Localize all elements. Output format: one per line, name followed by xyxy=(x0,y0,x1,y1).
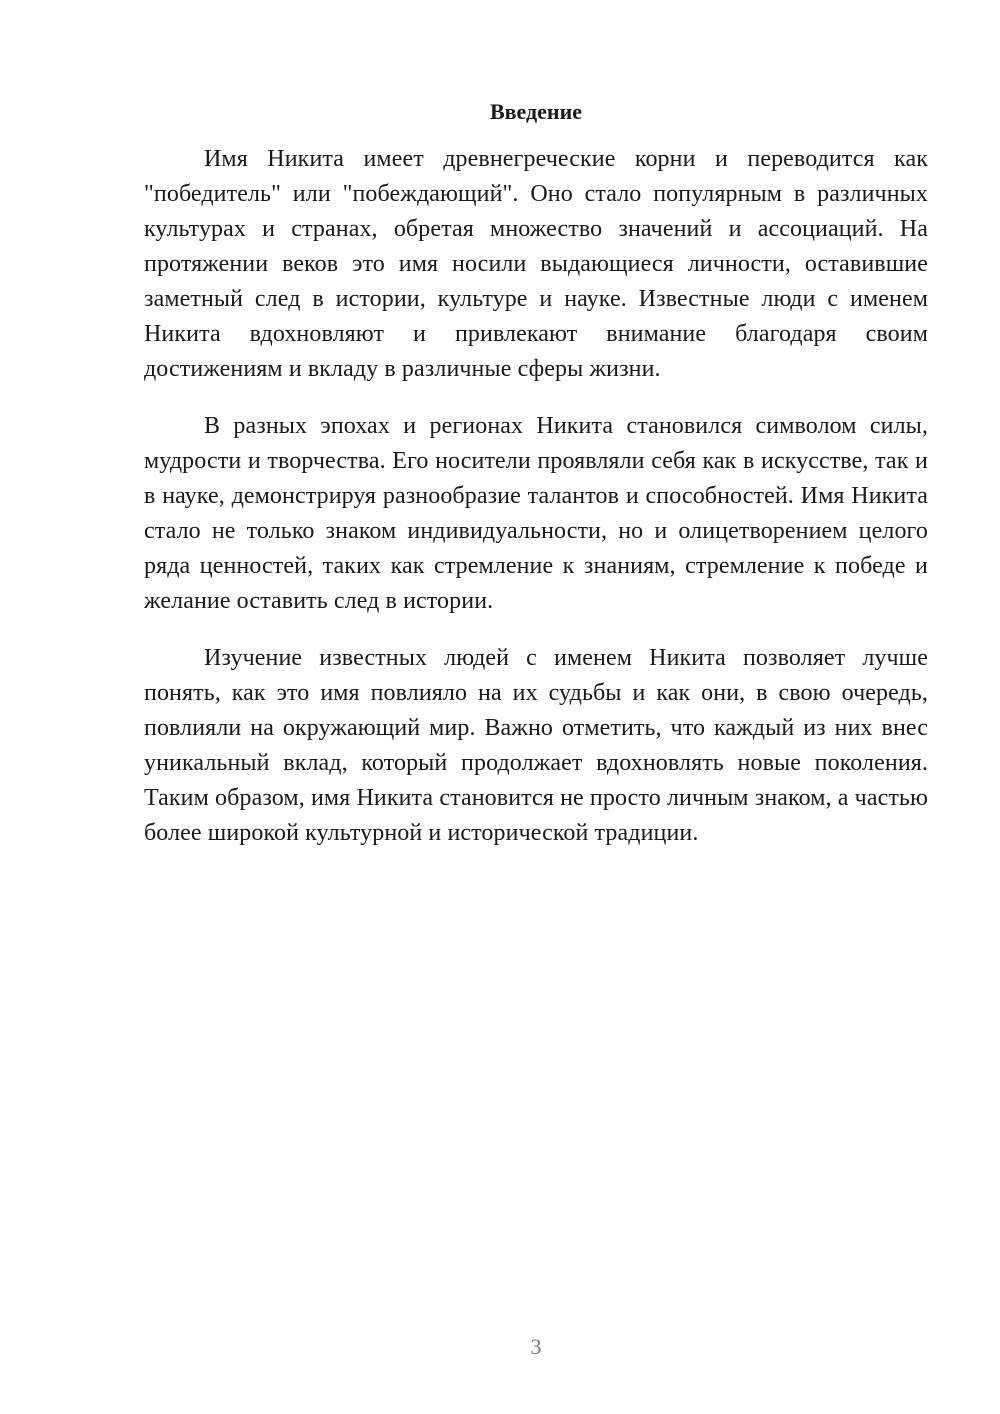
section-heading: Введение xyxy=(489,99,583,124)
paragraph-1: Имя Никита имеет древнегреческие корни и переводится как "победитель" или "побеждающий". Оно стало популярным в различных культурах и странах, обретая множество значений и ассоциаций. На протяжении веков это имя носили выдающиеся личности, оставившие заметный след в истории, культуре и науке. Известные люди с именем Никита вдохновляют и привлекают внимание благодаря своим достижениям и вкладу в различные сферы жизни. xyxy=(144,146,928,382)
paragraph-3: Изучение известных людей с именем Никита позволяет лучше понять, как это имя повлияло на их судьбы и как они, в свою очередь, повлияли на окружающий мир. Важно отметить, что каждый из них внес уникальный вклад, который продолжает вдохновлять новые поколения. Таким образом, имя Никита становится не просто личным знаком, а частью более широкой культурной и исторической традиции. xyxy=(144,645,928,846)
paragraph-2: В разных эпохах и регионах Никита становился символом силы, мудрости и творчества. Его носители проявляли себя как в искусстве, так и в науке, демонстрируя разнообразие талантов и способностей. Имя Никита стало не только знаком индивидуальности, но и олицетворением целого ряда ценностей, таких как стремление к знаниям, стремление к победе и желание оставить след в истории. xyxy=(144,413,928,614)
body-text xyxy=(144,142,928,873)
page-number: 3 xyxy=(530,1334,542,1359)
